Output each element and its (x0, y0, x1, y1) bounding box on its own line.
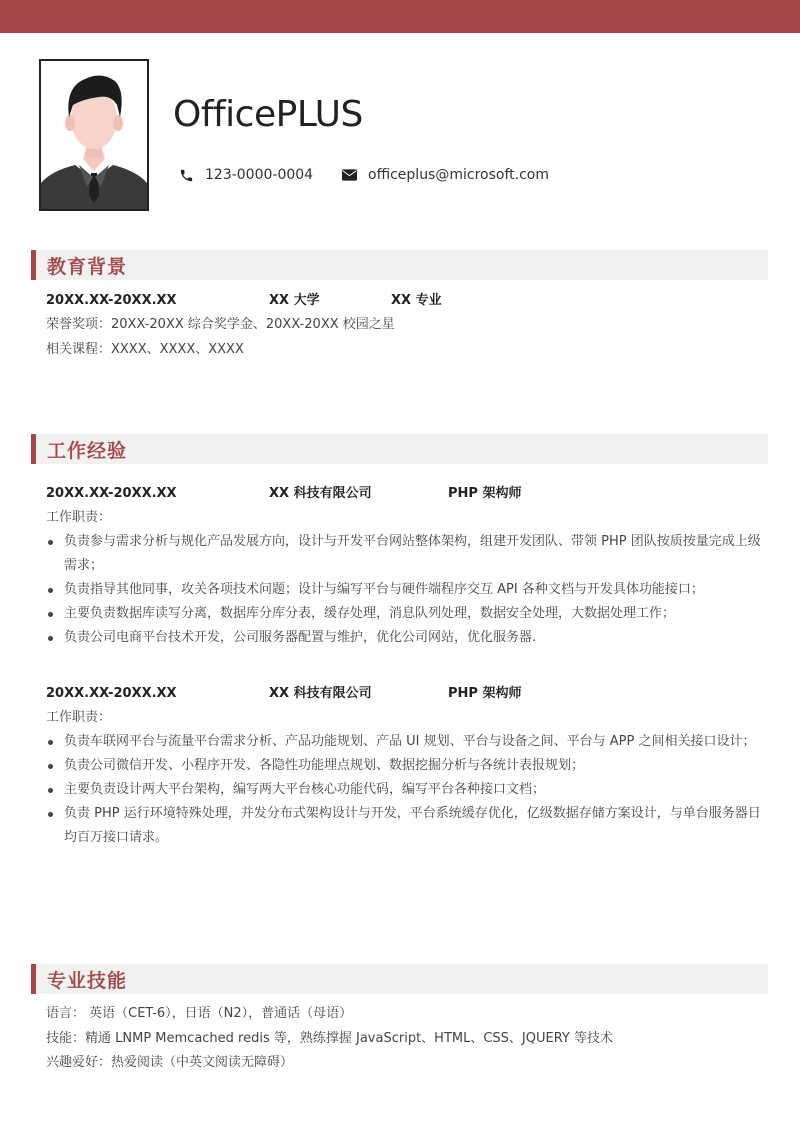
phone-icon (177, 166, 195, 184)
candidate-name: OfficePLUS (173, 94, 363, 135)
phone-number: 123-0000-0004 (205, 167, 314, 183)
job-2-role: PHP 架构师 (448, 686, 522, 701)
education-title: 教育背景 (47, 256, 128, 278)
skills-section-header (31, 964, 768, 994)
job-2-duty-label: 工作职责： (46, 710, 112, 725)
list-item: 主要负责设计两大平台架构，编写两大平台核心功能代码，编写平台各种接口文档； (46, 778, 762, 802)
list-item: 负责公司微信开发、小程序开发、各隐性功能埋点规划、数据挖掘分析与各统计表报规划； (46, 754, 762, 778)
list-item: 负责公司电商平台技术开发，公司服务器配置与维护，优化公司网站，优化服务器. (46, 626, 762, 650)
job-1-duty-list (46, 530, 762, 650)
education-dates: 20XX.XX-20XX.XX (46, 293, 177, 308)
section-accent-bar (31, 434, 36, 464)
phone-contact (177, 164, 313, 186)
skills-title: 专业技能 (47, 970, 128, 992)
education-school: XX 大学 (269, 293, 320, 308)
job-1-dates: 20XX.XX-20XX.XX (46, 486, 177, 501)
list-item: 主要负责数据库读写分离，数据库分库分表，缓存处理，消息队列处理，数据安全处理，大数据处理工作； (46, 602, 762, 626)
skills-language: 语言： 英语（CET-6），日语（N2），普通话（母语） (46, 1006, 353, 1021)
list-item: 负责参与需求分析与规化产品发展方向，设计与开发平台网站整体架构，组建开发团队、带领 PHP 团队按质按量完成上级需求； (46, 530, 762, 578)
list-item: 负责指导其他同事，攻关各项技术问题；设计与编写平台与硬件端程序交互 API 各种文档与开发具体功能接口； (46, 578, 762, 602)
list-item: 负责车联网平台与流量平台需求分析、产品功能规划、产品 UI 规划、平台与设备之间、平台与 APP 之间相关接口设计； (46, 730, 762, 754)
job-2-company: XX 科技有限公司 (269, 686, 372, 701)
education-section-header (31, 250, 768, 280)
skills-tech: 技能：精通 LNMP Memcached redis 等，熟练撑握 JavaScript、HTML、CSS、JQUERY 等技术 (46, 1031, 613, 1046)
job-2-duty-list (46, 730, 762, 850)
work-title: 工作经验 (47, 440, 128, 462)
education-courses: 相关课程：XXXX、XXXX、XXXX (46, 342, 244, 357)
job-2-dates: 20XX.XX-20XX.XX (46, 686, 177, 701)
profile-photo (39, 59, 149, 211)
education-major: XX 专业 (391, 293, 442, 308)
section-accent-bar (31, 250, 36, 280)
job-1-duty-label: 工作职责： (46, 510, 112, 525)
envelope-icon (340, 166, 358, 184)
top-accent-bar (0, 0, 800, 33)
email-contact (340, 164, 549, 186)
job-1-role: PHP 架构师 (448, 486, 522, 501)
email-address: officeplus@microsoft.com (368, 167, 549, 183)
education-honors: 荣誉奖项：20XX-20XX 综合奖学金、20XX-20XX 校园之星 (46, 317, 395, 332)
job-1-company: XX 科技有限公司 (269, 486, 372, 501)
section-accent-bar (31, 964, 36, 994)
skills-hobby: 兴趣爱好：热爱阅读（中英文阅读无障碍） (46, 1055, 294, 1070)
list-item: 负责 PHP 运行环境特殊处理，并发分布式架构设计与开发，平台系统缓存优化，亿级数据存储方案设计，与单台服务器日均百万接口请求。 (46, 802, 762, 850)
work-section-header (31, 434, 768, 464)
avatar-portrait-icon (41, 61, 147, 209)
